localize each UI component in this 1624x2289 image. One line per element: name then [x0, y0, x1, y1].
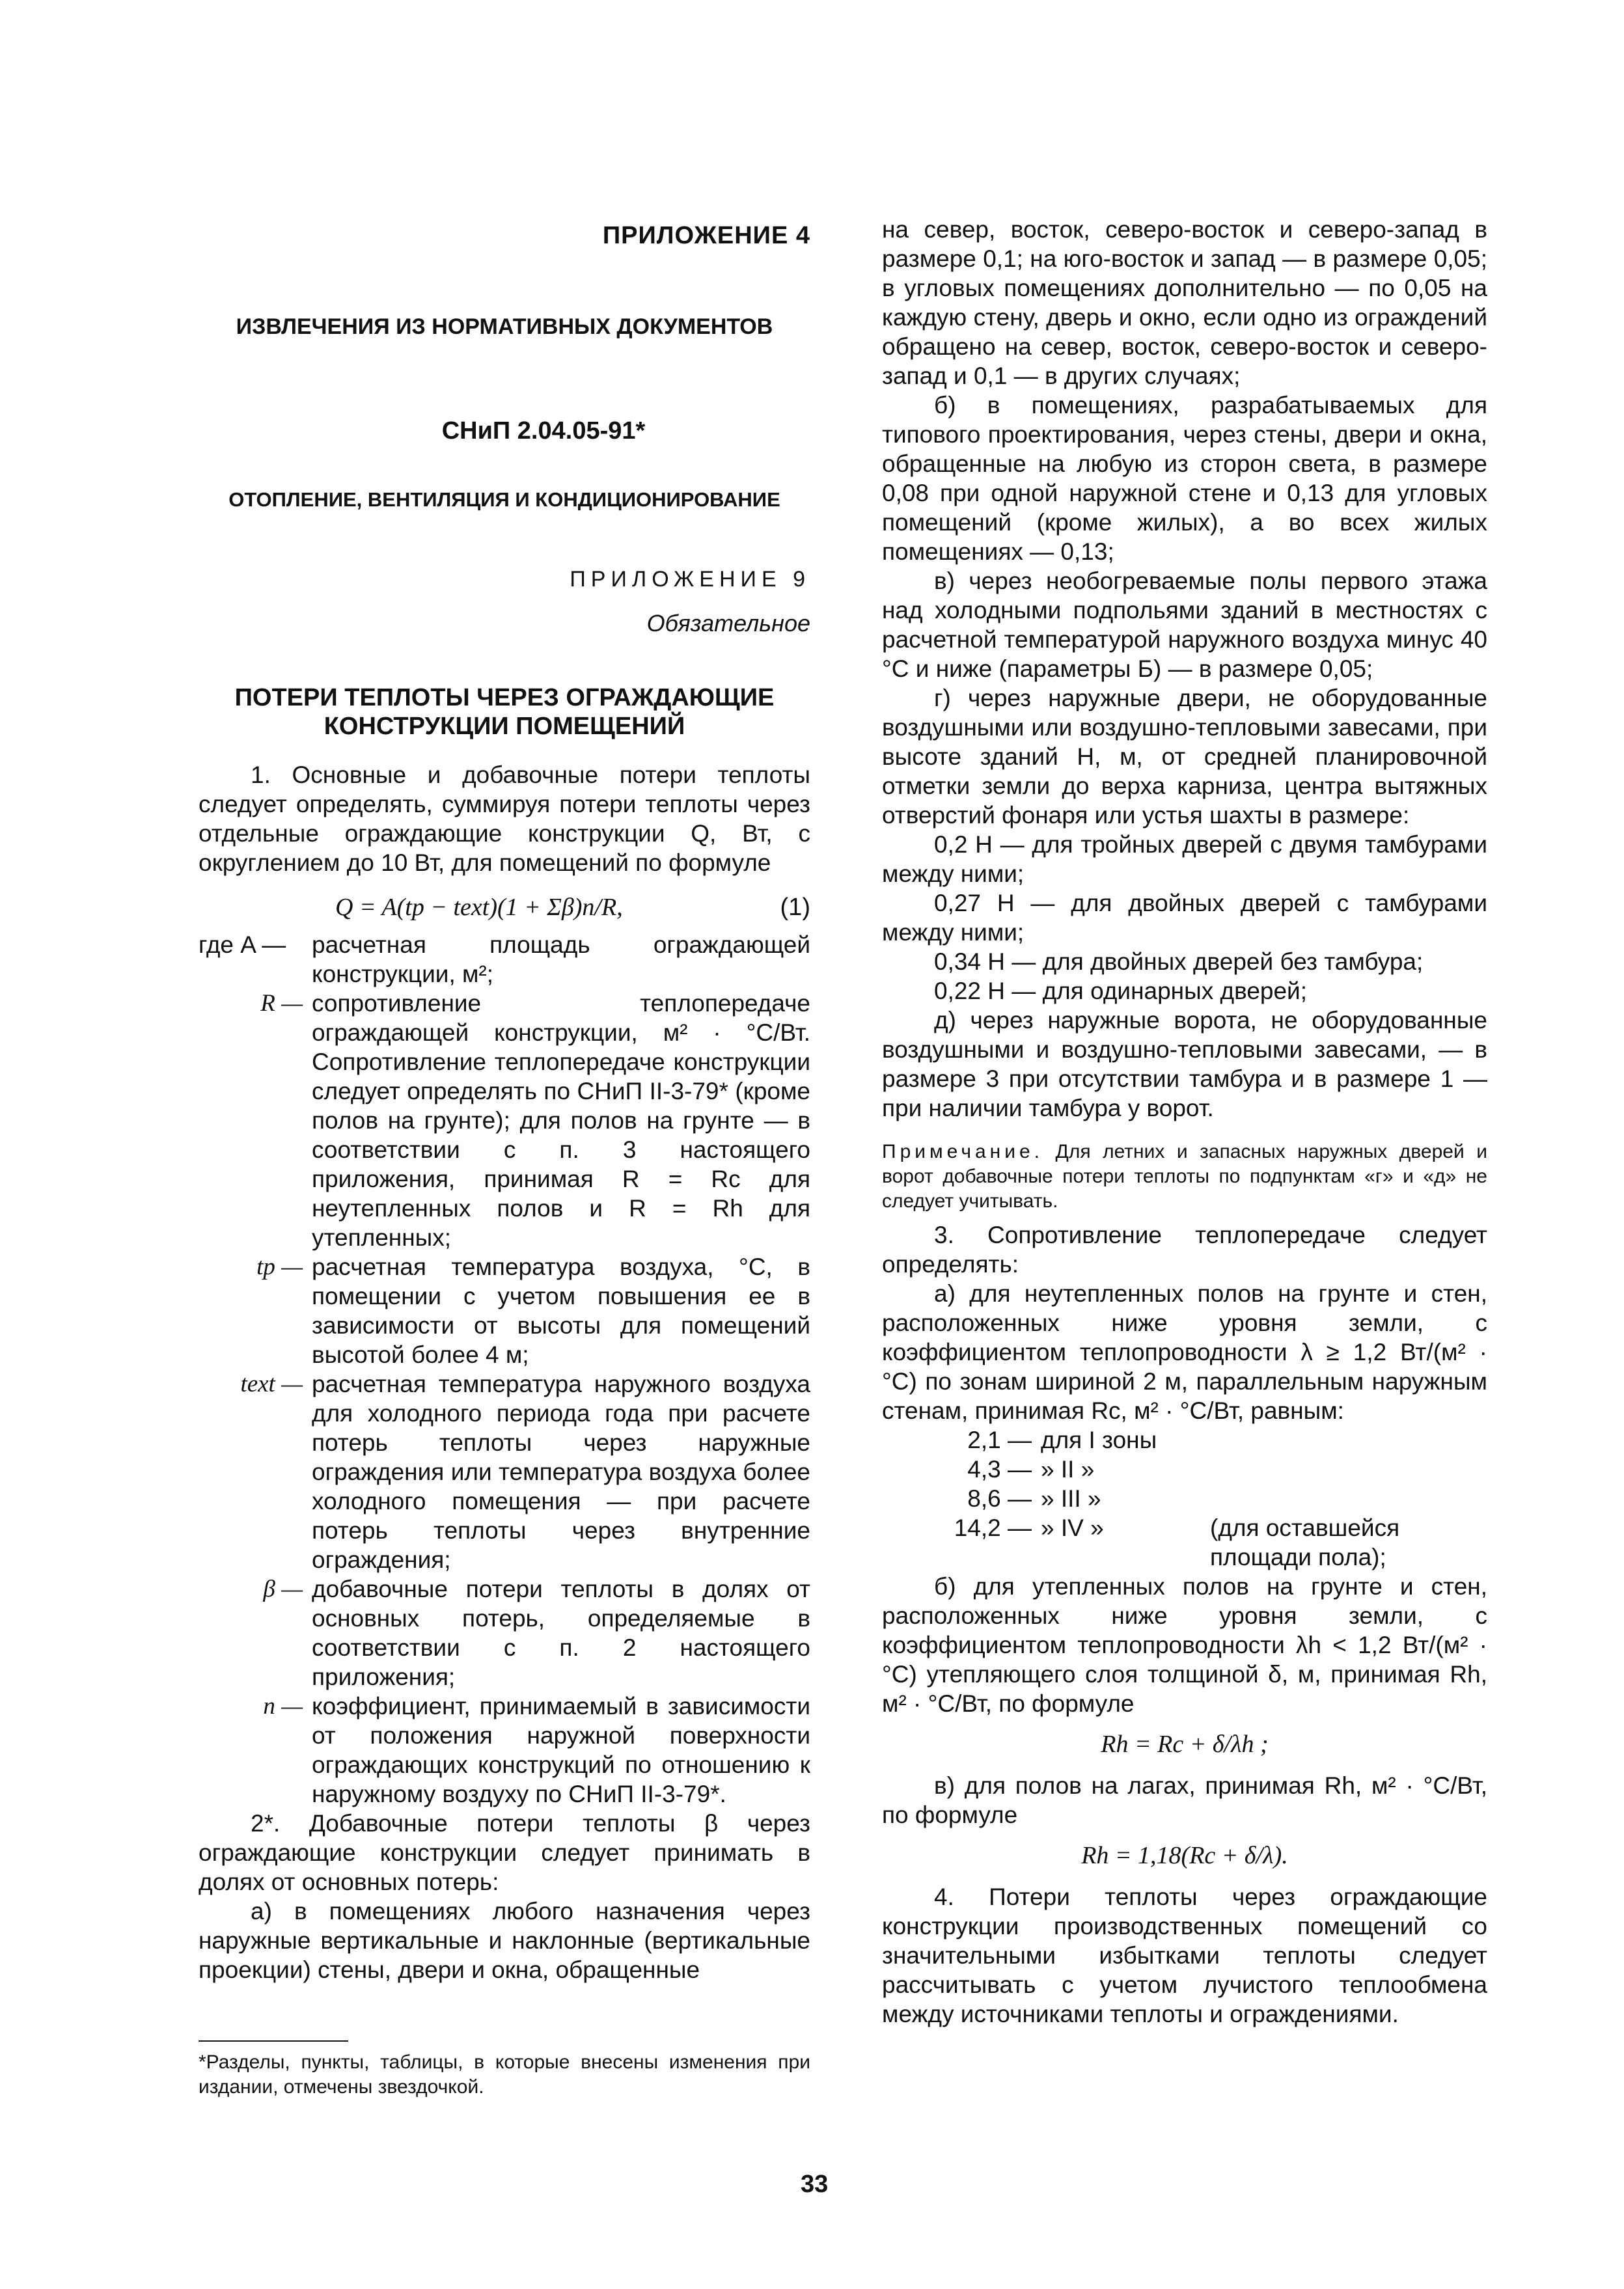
formula-1-expr: Q = A(tp − text)(1 + Σβ)n/R,: [335, 894, 623, 921]
definition-symbol: R —: [260, 990, 303, 1017]
zone-extra: [1210, 1425, 1487, 1455]
paragraph-2v: в) через необогреваемые полы первого этажа над холодными подпольями зданий в местностях с расчетной температурой наружного воздуха минус 40 °С и ниже (параметры Б) — в размере 0,05;: [882, 568, 1487, 682]
definition-symbol: где A —: [199, 931, 286, 958]
paragraph-2d: д) через наружные ворота, не оборудованные воздушными и воздушно-тепловыми завесами, — в размере 3 при отсутствии тамбура и в размере 1 — при наличии тамбура у ворот.: [882, 1007, 1487, 1121]
section-title: ПОТЕРИ ТЕПЛОТЫ ЧЕРЕЗ ОГРАЖДАЮЩИЕ КОНСТРУКЦИИ ПОМЕЩЕНИЙ: [234, 684, 775, 740]
paragraph-3b: б) для утепленных полов на грунте и стен, расположенных ниже уровня земли, с коэффициентом теплопроводности λh < 1,2 Вт/(м² · °С) утепляющего слоя толщиной δ, м, принимая Rh, м² · °С/Вт, по формуле: [882, 1573, 1487, 1717]
snip-title: ОТОПЛЕНИЕ, ВЕНТИЛЯЦИЯ И КОНДИЦИОНИРОВАНИЕ: [228, 488, 780, 511]
paragraph-2b: б) в помещениях, разрабатываемых для типового проектирования, через стены, двери и окна, обращенные на любую из сторон света, в размере 0,08 при одной наружной стене и 0,13 для угловых помещений (кроме жилых), а во всех жилых помещениях — 0,13;: [882, 392, 1487, 565]
definition-symbol: tp —: [256, 1254, 303, 1280]
zone-value: 14,2 —: [954, 1515, 1032, 1541]
formula-1: [199, 893, 810, 922]
definition-item: [199, 1252, 810, 1369]
definition-item: [199, 1692, 810, 1809]
zone-extra: [1210, 1455, 1487, 1484]
definition-text: расчетная площадь ограждающей конструкции, м²;: [312, 931, 810, 987]
zone-label: » II »: [1041, 1456, 1095, 1483]
paragraph-2a: а) в помещениях любого назначения через наружные вертикальные и наклонные (вертикальные проекции) стены, двери и окна, обращенные: [199, 1898, 810, 1983]
definition-text: сопротивление теплопередаче ограждающей конструкции, м² · °С/Вт. Сопротивление теплопередаче конструкции следует определять по СНиП II-3-79* (кроме полов на грунте); для полов на грунте — в соответствии с п. 3 настоящего приложения, принимая R = Rc для неутепленных полов и R = Rh для утепленных;: [312, 990, 810, 1251]
door-item: 0,22 H — для одинарных дверей;: [934, 978, 1307, 1004]
zone-extra: [1210, 1484, 1487, 1513]
snip-code: СНиП 2.04.05-91*: [441, 417, 646, 445]
door-item: 0,34 H — для двойных дверей без тамбура;: [934, 948, 1424, 975]
appendix9-heading: ПРИЛОЖЕНИЕ 9: [570, 567, 810, 592]
definition-symbol: text —: [240, 1371, 303, 1397]
formula-3: Rh = 1,18(Rc + δ/λ).: [1081, 1842, 1288, 1869]
definition-text: расчетная температура наружного воздуха для холодного периода года при расчете потерь теплоты через наружные ограждения или температура воздуха более холодного помещения — при расчете потерь теплоты через внутренние ограждения;: [312, 1371, 810, 1573]
definition-item: [199, 930, 810, 989]
zone-label: » IV »: [1041, 1515, 1104, 1541]
definitions-list: [199, 930, 810, 1809]
paragraph-3a: а) для неутепленных полов на грунте и стен, расположенных ниже уровня земли, с коэффициентом теплопроводности λ ≥ 1,2 Вт/(м² · °С) по зонам шириной 2 м, параллельным наружным стенам, принимая Rc, м² · °С/Вт, равным:: [882, 1280, 1487, 1424]
left-column: [199, 215, 810, 1984]
extract-heading: ИЗВЛЕЧЕНИЯ ИЗ НОРМАТИВНЫХ ДОКУМЕНТОВ: [236, 314, 773, 339]
zone-row: [934, 1484, 1487, 1513]
paragraph-4: 4. Потери теплоты через ограждающие конструкции производственных помещений со значительными избытками теплоты следует рассчитывать с учетом лучистого теплообмена между источниками теплоты и ограждениями.: [882, 1884, 1487, 2027]
definition-item: [199, 989, 810, 1252]
appendix-heading: ПРИЛОЖЕНИЕ 4: [602, 222, 810, 249]
formula-1-number: (1): [780, 894, 810, 921]
zone-row: [934, 1513, 1487, 1572]
definition-item: [199, 1574, 810, 1692]
paragraph-2: 2*. Добавочные потери теплоты β через ограждающие конструкции следует принимать в долях от основных потерь:: [199, 1810, 810, 1895]
paragraph-2a-continued: на север, восток, северо-восток и северо-запад в размере 0,1; на юго-восток и запад — в размере 0,05; в угловых помещениях дополнительно — по 0,05 на каждую стену, дверь и окно, если одно из ограждений обращено на север, восток, северо-восток и северо-запад и 0,1 — в других случаях;: [882, 216, 1487, 389]
zone-value: 2,1 —: [967, 1427, 1032, 1453]
paragraph-3v: в) для полов на лагах, принимая Rh, м² · °С/Вт, по формуле: [882, 1772, 1487, 1828]
zone-label: для I зоны: [1041, 1427, 1157, 1453]
definition-text: добавочные потери теплоты в долях от основных потерь, определяемые в соответствии с п. 2 настоящего приложения;: [312, 1576, 810, 1690]
zone-row: [934, 1455, 1487, 1484]
footnote: *Разделы, пункты, таблицы, в которые внесены изменения при издании, отмечены звездочкой.: [199, 2051, 810, 2098]
right-column: [882, 215, 1487, 2029]
definition-text: расчетная температура воздуха, °С, в помещении с учетом повышения ее в зависимости от высоты для помещений высотой более 4 м;: [312, 1254, 810, 1368]
definition-symbol: n —: [263, 1693, 303, 1720]
definition-item: [199, 1369, 810, 1574]
note: [882, 1140, 1487, 1214]
zone-row: [934, 1425, 1487, 1455]
page-number: 33: [801, 2171, 829, 2198]
door-item: 0,2 H — для тройных дверей с двумя тамбурами между ними;: [882, 831, 1487, 887]
zone-label: » III »: [1041, 1485, 1101, 1512]
paragraph-2g: г) через наружные двери, не оборудованные воздушными или воздушно-тепловыми завесами, при высоте зданий H, м, от средней планировочной отметки земли до верха карниза, центра вытяжных отверстий фонаря или устья шахты в размере:: [882, 685, 1487, 829]
definition-symbol: β —: [263, 1576, 303, 1602]
note-label: Примечание.: [882, 1141, 1043, 1162]
zone-table: [934, 1425, 1487, 1572]
definition-text: коэффициент, принимаемый в зависимости от положения наружной поверхности ограждающих конструкций по отношению к наружному воздуху по СНиП II-3-79*.: [312, 1693, 810, 1807]
paragraph-1: 1. Основные и добавочные потери теплоты следует определять, суммируя потери теплоты через отдельные ограждающие конструкции Q, Вт, с округлением до 10 Вт, для помещений по формуле: [199, 761, 810, 876]
zone-value: 8,6 —: [967, 1485, 1032, 1512]
zone-extra: (для оставшейся площади пола);: [1210, 1515, 1400, 1570]
footnote-divider: [199, 2040, 348, 2042]
zone-value: 4,3 —: [967, 1456, 1032, 1483]
note-text: Для летних и запасных наружных дверей и ворот добавочные потери теплоты по подпунктам «г» и «д» не следует учитывать.: [882, 1141, 1488, 1212]
mandatory-label: Обязательное: [646, 610, 810, 637]
paragraph-3: 3. Сопротивление теплопередаче следует определять:: [882, 1222, 1487, 1278]
door-item: 0,27 H — для двойных дверей с тамбурами между ними;: [882, 890, 1487, 946]
formula-2: Rh = Rc + δ/λh ;: [1101, 1731, 1269, 1758]
